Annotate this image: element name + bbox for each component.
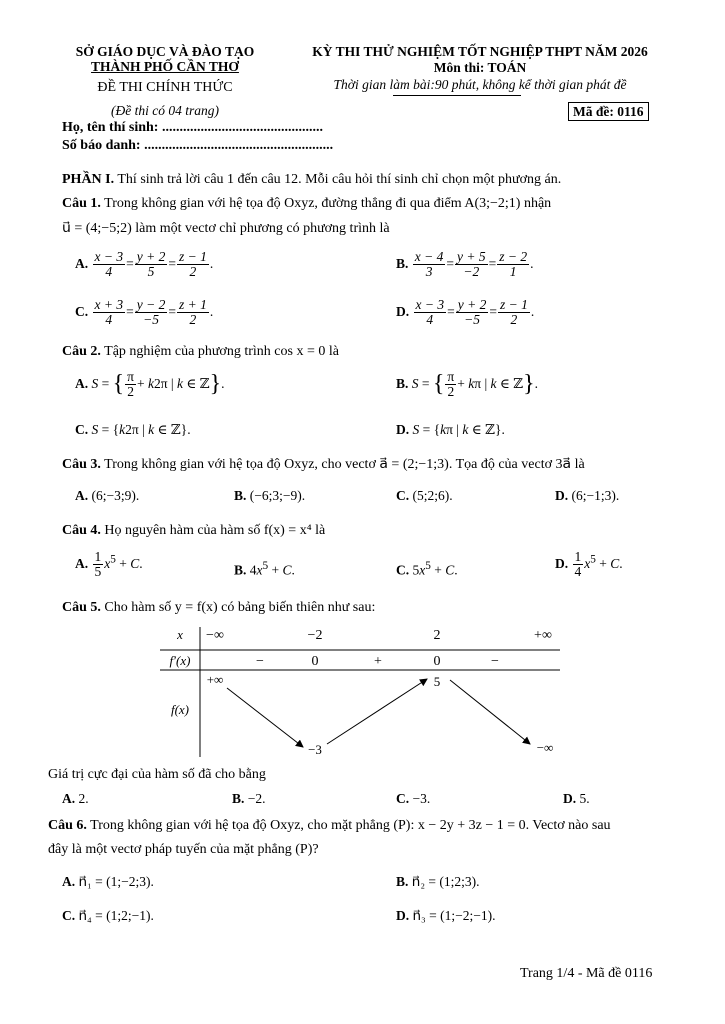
variation-table — [155, 622, 575, 762]
question-3 — [62, 456, 672, 473]
arrow-down-2 — [450, 680, 530, 744]
exam-title: KỲ THI THỬ NGHIỆM TỐT NGHIỆP THPT NĂM 2026 — [312, 44, 648, 59]
q3-option-b-label: B. — [234, 488, 247, 503]
q5-option-b[interactable] — [232, 791, 266, 807]
question-5 — [62, 600, 375, 616]
department-header — [60, 44, 270, 74]
question-6-text-line1: Trong không gian với hệ tọa độ Oxyz, cho mặt phẳng (P): x − 2y + 3z − 1 = 0. Vectơ nào sau — [90, 818, 611, 833]
q5-option-a[interactable] — [62, 791, 89, 807]
page-footer: Trang 1/4 - Mã đề 0116 — [520, 966, 653, 981]
q3-option-c-label: C. — [396, 488, 410, 503]
question-3-label: Câu 3. — [62, 457, 101, 472]
q2-option-c[interactable]: C. S = {k2π | k ∈ ℤ}. — [75, 422, 191, 437]
question-2 — [62, 344, 339, 360]
time-line: Thời gian làm bài:90 phút, không kể thời gian phát đề — [333, 77, 627, 92]
x-value-3: 2 — [433, 628, 441, 643]
q5-option-c-text: −3. — [412, 791, 431, 806]
q1-option-b-label: B. — [396, 255, 409, 271]
row-label-f: f(x) — [170, 702, 190, 717]
q5-option-d-label: D. — [563, 791, 577, 806]
q3-option-b[interactable] — [234, 488, 305, 504]
sign-5: − — [491, 654, 499, 669]
q6-option-b[interactable] — [396, 874, 480, 890]
q2-option-c-label: C. — [75, 422, 89, 437]
question-6 — [48, 818, 688, 834]
q3-option-a[interactable] — [75, 488, 139, 504]
part1-instruction — [62, 172, 561, 188]
row-label-fprime: f′(x) — [169, 653, 191, 668]
subject-line: Môn thi: TOÁN — [433, 60, 527, 75]
q3-option-c[interactable] — [396, 488, 453, 504]
q4-option-a[interactable]: A. $\frac{1}{5}$ $x^5 + C$. — [75, 549, 143, 580]
q5-option-b-label: B. — [232, 791, 245, 806]
q4-option-b-label: B. — [234, 562, 247, 578]
question-1-label: Câu 1. — [62, 196, 101, 211]
f-value-4: −∞ — [536, 740, 554, 755]
q1-option-b[interactable]: B. $\frac{x - 4}{3}$ = $\frac{y + 5}{-2}$ = $\frac{z - 2}{1}$ . — [396, 249, 534, 280]
question-4-label: Câu 4. — [62, 523, 101, 538]
question-4-text: Họ nguyên hàm của hàm số f(x) = x⁴ là — [104, 523, 326, 538]
q6-option-a-label: A. — [62, 874, 76, 889]
q3-option-b-text: (−6;3;−9). — [249, 488, 306, 503]
q4-option-b[interactable]: B. $4x^5 + C$. — [234, 560, 295, 578]
candidate-name-line: Họ, tên thí sinh: .............................................. — [62, 120, 323, 135]
q2-option-d[interactable]: D. S = {kπ | k ∈ ℤ}. — [396, 422, 505, 437]
city-name: THÀNH PHỐ CẦN THƠ — [91, 59, 239, 74]
q1-option-c-label: C. — [75, 303, 89, 319]
question-1 — [62, 196, 662, 212]
question-5-prompt: Giá trị cực đại của hàm số đã cho bằng — [48, 767, 266, 782]
q5-option-a-text: 2. — [78, 791, 89, 806]
q6-option-c[interactable] — [62, 908, 154, 924]
q1-option-d-label: D. — [396, 303, 410, 319]
q2-option-b-label: B. — [396, 375, 409, 391]
candidate-id-line: Số báo danh: ...................................................... — [62, 138, 334, 153]
q2-option-d-label: D. — [396, 422, 410, 437]
question-3-text: Trong không gian với hệ tọa độ Oxyz, cho vectơ a⃗ = (2;−1;3). Tọa độ của vectơ 3a⃗ là — [104, 457, 585, 472]
q1-option-d[interactable]: D. $\frac{x - 3}{4}$ = $\frac{y + 2}{-5}$ = $\frac{z - 1}{2}$ . — [396, 297, 535, 328]
sign-2: 0 — [311, 654, 319, 669]
q3-option-d-text: (6;−1;3). — [571, 488, 620, 503]
q2-option-a-label: A. — [75, 375, 89, 391]
q6-option-d-label: D. — [396, 908, 410, 923]
row-label-x: x — [177, 627, 183, 642]
q2-option-a[interactable]: A. S = { $\frac{\pi}{2}$ + k2π | k ∈ ℤ}. — [75, 369, 225, 400]
q5-option-c-label: C. — [396, 791, 410, 806]
question-1-text-line2: u⃗ = (4;−5;2) làm một vectơ chỉ phương có phương trình là — [62, 221, 390, 236]
q5-option-c[interactable] — [396, 791, 430, 807]
q6-option-d-text: n⃗₃ = (1;−2;−1). — [412, 908, 496, 923]
part1-text: Thí sinh trả lời câu 1 đến câu 12. Mỗi câu hỏi thí sinh chỉ chọn một phương án. — [117, 172, 562, 187]
sign-3: + — [374, 654, 382, 669]
question-2-label: Câu 2. — [62, 344, 101, 359]
q5-option-a-label: A. — [62, 791, 76, 806]
q3-option-c-text: (5;2;6). — [412, 488, 453, 503]
q3-option-d-label: D. — [555, 488, 569, 503]
exam-code-box: Mã đề: 0116 — [568, 102, 649, 121]
f-value-3: 5 — [433, 674, 441, 689]
department-name: SỞ GIÁO DỤC VÀ ĐÀO TẠO — [75, 44, 255, 59]
official-exam-label: ĐỀ THI CHÍNH THỨC — [97, 80, 233, 95]
sign-1: − — [256, 654, 264, 669]
q6-option-b-label: B. — [396, 874, 409, 889]
f-value-1: +∞ — [206, 672, 224, 687]
q6-option-c-label: C. — [62, 908, 76, 923]
q2-option-b[interactable]: B. S = { $\frac{\pi}{2}$ + kπ | k ∈ ℤ}. — [396, 369, 539, 400]
f-value-2: −3 — [308, 742, 322, 757]
x-value-2: −2 — [307, 628, 323, 643]
q5-option-b-text: −2. — [247, 791, 266, 806]
q4-option-d-label: D. — [555, 555, 569, 571]
q5-option-d-text: 5. — [579, 791, 590, 806]
arrow-up — [327, 679, 427, 744]
question-6-text-line2: đây là một vectơ pháp tuyến của mặt phẳng (P)? — [48, 842, 319, 857]
q6-option-a-text: n⃗₁ = (1;−2;3). — [78, 874, 154, 889]
q4-option-c[interactable]: C. $5x^5 + C$. — [396, 560, 458, 578]
q6-option-b-text: n⃗₂ = (1;2;3). — [411, 874, 480, 889]
q1-option-c[interactable]: C. $\frac{x + 3}{4}$ = $\frac{y - 2}{-5}$ = $\frac{z + 1}{2}$ . — [75, 297, 214, 328]
part1-title: PHẦN I. — [62, 172, 115, 187]
q4-option-a-label: A. — [75, 555, 89, 571]
q4-option-c-label: C. — [396, 562, 410, 578]
q4-option-d[interactable]: D. $\frac{1}{4}$ $x^5 + C$. — [555, 549, 623, 580]
q1-option-a-label: A. — [75, 255, 89, 271]
question-5-text: Cho hàm số y = f(x) có bảng biến thiên như sau: — [104, 600, 376, 615]
question-4 — [62, 523, 325, 539]
q5-option-d[interactable] — [563, 791, 590, 807]
q3-option-a-text: (6;−3;9). — [91, 488, 140, 503]
sign-4: 0 — [433, 654, 441, 669]
x-value-1: −∞ — [206, 628, 224, 643]
pages-note: (Đề thi có 04 trang) — [111, 103, 219, 118]
q6-option-a[interactable] — [62, 874, 154, 890]
arrow-down-1 — [227, 688, 303, 747]
q6-option-d[interactable] — [396, 908, 495, 924]
question-2-text: Tập nghiệm của phương trình cos x = 0 là — [104, 344, 339, 359]
question-6-label: Câu 6. — [48, 818, 87, 833]
q6-option-c-text: n⃗₄ = (1;2;−1). — [78, 908, 154, 923]
question-1-text-line1: Trong không gian với hệ tọa độ Oxyz, đường thẳng đi qua điểm A(3;−2;1) nhận — [104, 196, 552, 211]
q1-option-a[interactable]: A. $\frac{x - 3}{4}$ = $\frac{y + 2}{5}$ = $\frac{z - 1}{2}$ . — [75, 249, 214, 280]
x-value-4: +∞ — [534, 628, 552, 643]
q3-option-a-label: A. — [75, 488, 89, 503]
question-5-label: Câu 5. — [62, 600, 101, 615]
q3-option-d[interactable] — [555, 488, 619, 504]
time-underline — [393, 95, 521, 96]
